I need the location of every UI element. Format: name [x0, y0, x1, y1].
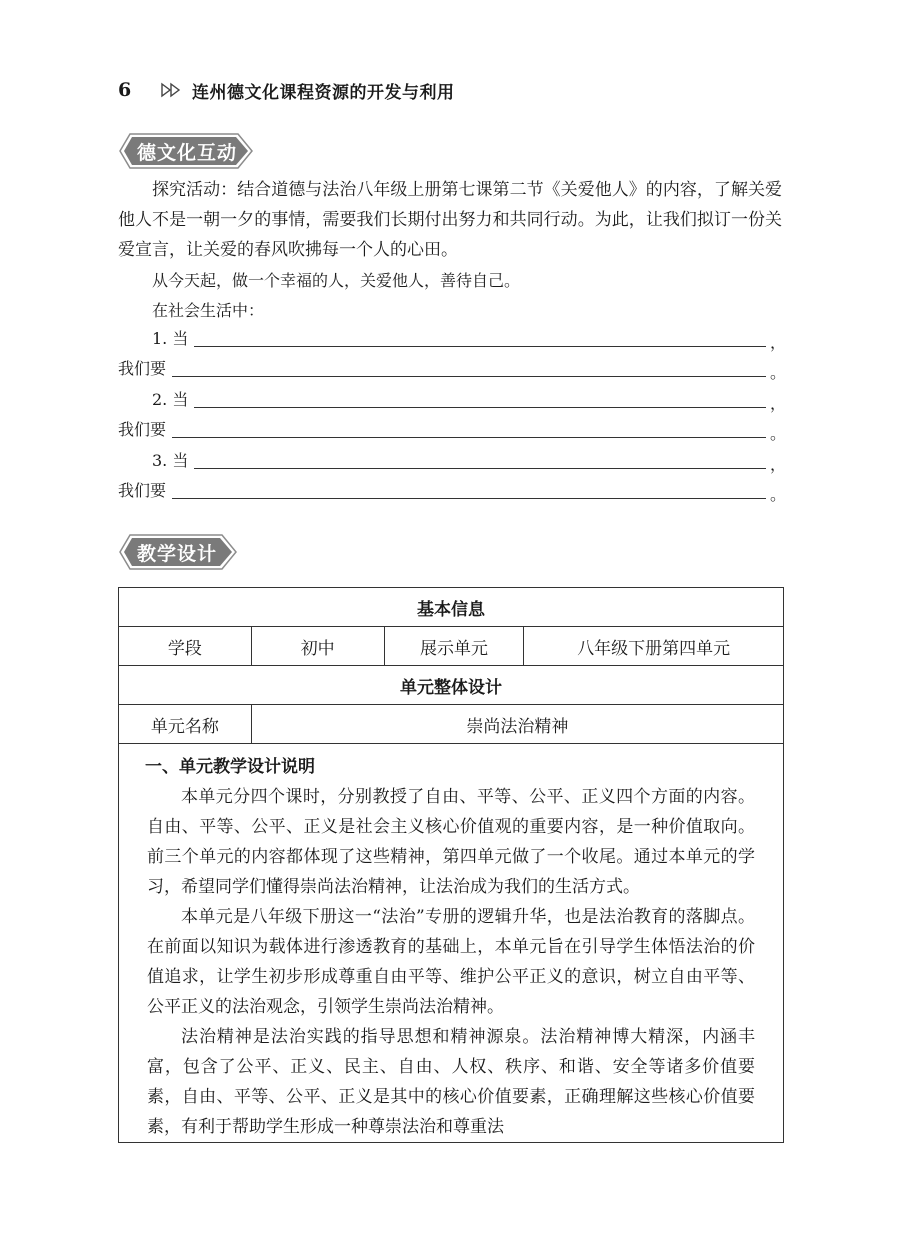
blank-line[interactable] [194, 468, 766, 469]
comma: ， [770, 333, 787, 352]
blank-line[interactable] [194, 407, 766, 408]
period: 。 [770, 424, 787, 443]
blank-line[interactable] [172, 437, 766, 438]
teaching-design-table [118, 587, 784, 1143]
basic-info-heading: 基本信息 [119, 588, 784, 627]
table-row [119, 627, 784, 666]
item-label: 我们要 [118, 481, 167, 500]
fill-row-then-2 [118, 416, 787, 446]
design-description-cell [119, 744, 784, 1143]
section-badge-design [118, 533, 240, 571]
blank-line[interactable] [172, 376, 766, 377]
book-title: 连州德文化课程资源的开发与利用 [192, 82, 455, 103]
unit-name-label: 单元名称 [119, 705, 252, 744]
activity-intro: 探究活动：结合道德与法治八年级上册第七课第二节《关爱他人》的内容，了解关爱他人不是一朝一夕的事情，需要我们长期付出努力和共同行动。为此，让我们拟订一份关爱宣言，让关爱的春风吹拂每一个人的心田。 [118, 180, 782, 260]
table-row [119, 705, 784, 744]
social-life-line: 在社会生活中： [152, 301, 265, 320]
badge-label: 德文化互动 [137, 141, 238, 164]
period: 。 [770, 485, 787, 504]
stage-value: 初中 [251, 627, 384, 666]
item-label: 3. 当 [152, 451, 189, 470]
blank-line[interactable] [194, 346, 766, 347]
comma: ， [770, 394, 787, 413]
item-label: 我们要 [118, 359, 167, 378]
running-header [118, 76, 455, 104]
unit-label: 展示单元 [384, 627, 524, 666]
table-row [119, 588, 784, 627]
badge-label: 教学设计 [137, 542, 218, 565]
overall-design-heading: 单元整体设计 [119, 666, 784, 705]
fill-row-then-3 [118, 477, 787, 507]
stage-label: 学段 [119, 627, 252, 666]
item-label: 1. 当 [152, 329, 189, 348]
period: 。 [770, 363, 787, 382]
description-heading: 一、单元教学设计说明 [145, 757, 315, 777]
fill-row-then-1 [118, 355, 787, 385]
unit-name-value: 崇尚法治精神 [251, 705, 783, 744]
item-label: 2. 当 [152, 390, 189, 409]
fill-row-when-2 [118, 386, 787, 416]
fill-row-when-3 [118, 447, 787, 477]
table-row [119, 744, 784, 1143]
blank-line[interactable] [172, 498, 766, 499]
comma: ， [770, 455, 787, 474]
double-arrow-icon [160, 82, 186, 98]
fill-row-when-1 [118, 325, 787, 355]
description-paragraph-1: 本单元分四个课时，分别教授了自由、平等、公平、正义四个方面的内容。自由、平等、公平、正义是社会主义核心价值观的重要内容，是一种价值取向。前三个单元的内容都体现了这些精神，第四单元做了一个收尾。通过本单元的学习，希望同学们懂得崇尚法治精神，让法治成为我们的生活方式。 [147, 787, 755, 897]
description-paragraph-3: 法治精神是法治实践的指导思想和精神源泉。法治精神博大精深，内涵丰富，包含了公平、正义、民主、自由、人权、秩序、和谐、安全等诸多价值要素，自由、平等、公平、正义是其中的核心价值要素，正确理解这些核心价值要素，有利于帮助学生形成一种尊崇法治和尊重法 [147, 1027, 755, 1137]
declaration-line: 从今天起，做一个幸福的人，关爱他人，善待自己。 [152, 271, 521, 290]
page-number: 6 [118, 79, 132, 101]
description-paragraph-2: 本单元是八年级下册这一“法治”专册的逻辑升华，也是法治教育的落脚点。在前面以知识为载体进行渗透教育的基础上，本单元旨在引导学生体悟法治的价值追求，让学生初步形成尊重自由平等、维护公平正义的意识，树立自由平等、公平正义的法治观念，引领学生崇尚法治精神。 [147, 907, 755, 1017]
table-row [119, 666, 784, 705]
section-badge-interaction [118, 132, 256, 170]
item-label: 我们要 [118, 420, 167, 439]
unit-value: 八年级下册第四单元 [524, 627, 784, 666]
